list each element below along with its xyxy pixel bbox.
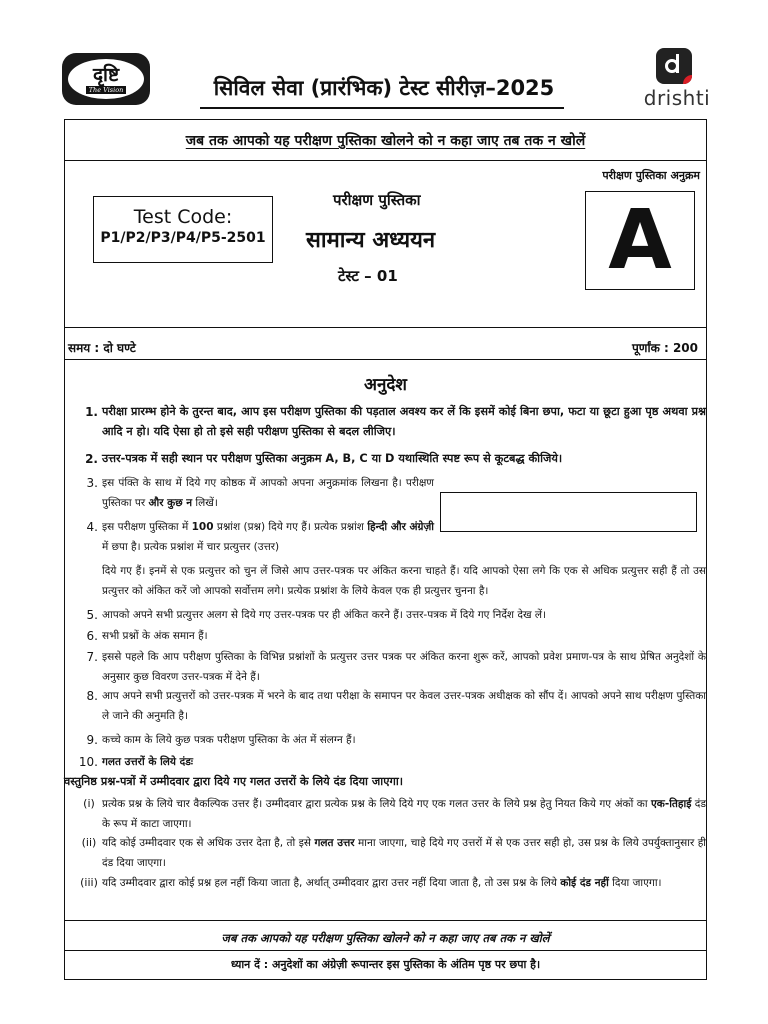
test-code-value: P1/P2/P3/P4/P5-2501: [100, 230, 266, 246]
title-underline: [200, 107, 564, 109]
instruction-number: 3.: [86, 476, 98, 490]
penalty-text: [74, 794, 706, 834]
penalty-emphasis: गलत उत्तर: [314, 837, 355, 849]
instruction-text-part: इस परीक्षण पुस्तिका में: [102, 521, 192, 533]
instruction-item: [74, 752, 706, 772]
penalty-number: (i): [83, 797, 95, 810]
footer-note-text: अनुदेशों का अंग्रेज़ी रूपान्तर इस पुस्तिका के अंतिम पृष्ठ पर छपा है।: [268, 958, 541, 971]
penalty-text-part: दंड के रूप में काटा जाएगा।: [102, 798, 706, 830]
drishti-app-icon: [656, 48, 692, 84]
instruction-text: कच्चे काम के लिये कुछ पत्रक परीक्षण पुस्तिका के अंत में संलग्न हैं।: [102, 734, 356, 746]
instruction-number: 7.: [86, 650, 98, 664]
roll-number-box[interactable]: [440, 492, 697, 532]
divider-top: [64, 160, 707, 161]
penalty-item: [74, 794, 706, 834]
penalty-emphasis: कोई दंड नहीं: [560, 877, 609, 889]
maximum-marks: पूर्णांक : 200: [631, 341, 698, 355]
penalty-text-part: प्रत्येक प्रश्न के लिये चार वैकल्पिक उत्तर हैं। उम्मीदवार द्वारा प्रत्येक प्रश्न के लिये दिये गए एक गलत उत्तर के लिये प्रश्न हेतु नियत किये गए अंकों का: [102, 798, 651, 810]
instruction-number: 5.: [86, 608, 98, 622]
penalty-text: [74, 833, 706, 873]
instruction-number: 1.: [85, 405, 98, 419]
booklet-series-label: परीक्षण पुस्तिका अनुक्रम: [602, 169, 700, 182]
booklet-series-value: A: [608, 192, 672, 288]
instruction-item: [74, 449, 706, 469]
penalty-emphasis: एक-तिहाई: [650, 798, 692, 810]
penalty-heading-text: वस्तुनिष्ठ प्रश्न-पत्रों में उम्मीदवार द्वारा दिये गए गलत उत्तरों के लिये दंड दिया जाएगा।: [64, 775, 404, 788]
drishti-logo-left: [62, 53, 150, 105]
booklet-series-box: [585, 191, 695, 290]
instruction-item: [74, 686, 706, 726]
penalty-text: [74, 873, 706, 893]
instruction-number: 9.: [86, 733, 98, 747]
divider-footer: [64, 920, 707, 921]
instruction-text-part: में छपा है। प्रत्येक प्रश्नांश में चार प्रत्युत्तर (उत्तर): [102, 541, 280, 553]
instruction-number: 10.: [78, 755, 98, 769]
penalty-heading: [64, 772, 704, 792]
instruction-text: इससे पहले कि आप परीक्षण पुस्तिका के विभिन्न प्रश्नांशों के प्रत्युत्तर उत्तर पत्रक पर अंकित करना शुरू करें, आपको प्रवेश प्रमाण-पत्र के साथ प्रेषित अनुदेशों के अनुसार कुछ विवरण उत्तर-पत्रक में देने हैं।: [102, 651, 706, 683]
drishti-wordmark: drishti: [643, 86, 711, 110]
penalty-number: (ii): [81, 836, 97, 849]
instruction-number: 4.: [86, 520, 98, 534]
subject-title: सामान्य अध्ययन: [306, 228, 436, 253]
instruction-item: [74, 626, 706, 646]
instruction-text-part: लिखें।: [192, 497, 218, 509]
logo-left-text: दृष्टि: [92, 63, 120, 86]
footer-do-not-open: जब तक आपको यह परीक्षण पुस्तिका खोलने को न कहा जाए तब तक न खोलें: [221, 931, 550, 945]
booklet-label: परीक्षण पुस्तिका: [333, 191, 421, 209]
instruction-text: आप अपने सभी प्रत्युत्तरों को उत्तर-पत्रक में भरने के बाद तथा परीक्षा के समापन पर केवल उत्तर-पत्रक अधीक्षक को सौंप दें। आपको अपने साथ परीक्षण पुस्तिका ले जाने की अनुमति है।: [102, 690, 706, 722]
test-number: टेस्ट – 01: [338, 267, 398, 285]
instruction-item: [74, 647, 706, 687]
instruction-text: [74, 517, 434, 557]
footer-note-label: ध्यान दें :: [230, 958, 269, 971]
d-stem: [676, 54, 679, 73]
series-title: सिविल सेवा (प्रारंभिक) टेस्ट सीरीज़–2025: [213, 76, 555, 100]
logo-badge: [68, 59, 144, 99]
do-not-open-notice: जब तक आपको यह परीक्षण पुस्तिका खोलने को न कहा जाए तब तक न खोलें: [185, 133, 586, 149]
penalty-text-part: माना जाएगा, चाहे दिये गए उत्तरों में से एक उत्तर सही हो, उस प्रश्न के लिये उपर्युक्तानुसार ही दंड दिया जाएगा।: [102, 837, 706, 869]
instruction-text-part: इस पंक्ति के साथ में दिये गए कोष्ठक में आपको अपना अनुक्रमांक लिखना है। परीक्षण पुस्तिका पर: [102, 477, 434, 509]
instruction-text: आपको अपने सभी प्रत्युत्तर अलग से दिये गए उत्तर-पत्रक पर ही अंकित करने हैं। उत्तर-पत्रक में दिये गए निर्देश देख लें।: [102, 609, 546, 621]
instruction-text: गलत उत्तरों के लिये दंडः: [102, 756, 193, 768]
instruction-emphasis: हिन्दी और अंग्रेज़ी: [367, 521, 434, 533]
time-allowed: समय : दो घण्टे: [68, 341, 136, 355]
instruction-number: 6.: [86, 629, 98, 643]
instruction-item: [74, 473, 434, 513]
instruction-number: 8.: [86, 689, 98, 703]
test-code-box: [93, 196, 273, 263]
instruction-item: [74, 402, 706, 442]
instruction-text: परीक्षा प्रारम्भ होने के तुरन्त बाद, आप इस परीक्षण पुस्तिका की पड़ताल अवश्य कर लें कि इसमें कोई बिना छपा, फटा या छूटा हुआ पृष्ठ अथवा प्रश्न आदि न हो। यदि ऐसा हो तो इसे सही परीक्षण पुस्तिका से बदल लीजिए।: [102, 405, 706, 438]
penalty-item: [74, 873, 706, 893]
test-code-label: Test Code:: [133, 206, 233, 228]
instruction-continuation: [74, 561, 706, 601]
logo-left-tagline: The Vision: [86, 86, 127, 94]
divider-time: [64, 359, 707, 360]
penalty-text-part: दिया जाएगा।: [608, 877, 662, 889]
penalty-text-part: यदि उम्मीदवार द्वारा कोई प्रश्न हल नहीं किया जाता है, अर्थात् उम्मीदवार द्वारा उत्तर नहीं दिया जाता है, तो उस प्रश्न के लिये: [102, 877, 561, 889]
instruction-item: [74, 517, 434, 557]
penalty-number: (iii): [80, 876, 98, 889]
instruction-text: उत्तर-पत्रक में सही स्थान पर परीक्षण पुस्तिका अनुक्रम A, B, C या D यथास्थिति स्पष्ट रूप से कूटबद्ध कीजिये।: [102, 452, 563, 465]
footer-note: [64, 957, 707, 972]
instruction-text: सभी प्रश्नों के अंक समान हैं।: [102, 630, 208, 642]
divider-footer-2: [64, 950, 707, 951]
instruction-item: [74, 730, 706, 750]
instruction-emphasis: और कुछ न: [148, 497, 193, 509]
instruction-text: दिये गए हैं। इनमें से एक प्रत्युत्तर को चुन लें जिसे आप उत्तर-पत्रक पर अंकित करना चाहते हैं। यदि आपको ऐसा लगे कि एक से अधिक प्रत्युत्तर सही हैं तो उस प्रत्युत्तर को अंकित करें जो आपको सर्वोत्तम लगे। प्रत्येक प्रश्नांश के लिये केवल एक ही प्रत्युत्तर चुनना है।: [102, 565, 706, 597]
instruction-emphasis: 100: [191, 521, 214, 533]
instruction-number: 2.: [85, 452, 98, 466]
penalty-item: [74, 833, 706, 873]
instructions-heading: अनुदेश: [363, 375, 407, 395]
accent-corner: [683, 75, 692, 84]
penalty-text-part: यदि कोई उम्मीदवार एक से अधिक उत्तर देता है, तो इसे: [102, 837, 315, 849]
instruction-text-part: प्रश्नांश (प्रश्न) दिये गए हैं। प्रत्येक प्रश्नांश: [213, 521, 368, 533]
instruction-item: [74, 605, 706, 625]
divider-header: [64, 327, 707, 328]
instruction-text: [74, 473, 434, 513]
